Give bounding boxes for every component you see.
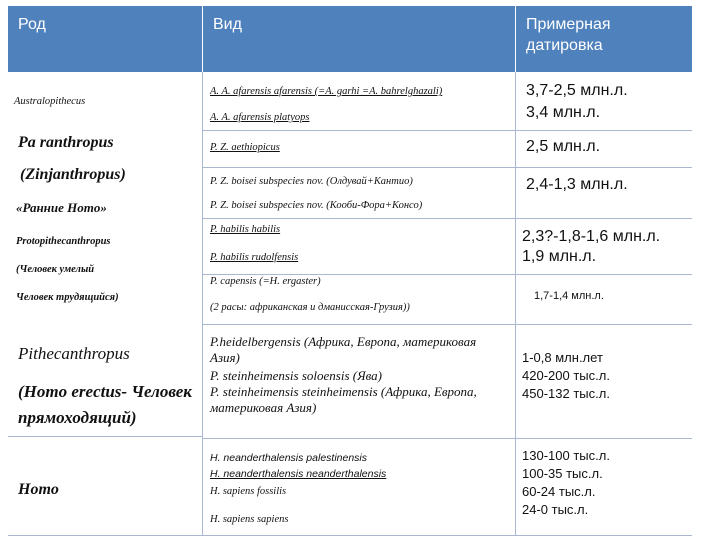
genus-homo: Homo — [18, 481, 59, 498]
genus-zinjanthropus: (Zinjanthropus) — [20, 166, 126, 183]
date-neanderthalensis: 100-35 тыс.л. — [522, 466, 603, 481]
species-capensis-races: (2 расы: африканская и дманисская-Грузия)) — [210, 302, 410, 313]
species-aethiopicus: P. Z. aethiopicus — [210, 142, 280, 153]
species-soloensis: P. steinheimensis soloensis (Ява) — [210, 368, 383, 383]
divider — [203, 438, 692, 439]
date-afarensis: 3,7-2,5 млн.л. — [526, 82, 628, 99]
species-boisei-olduvai: P. Z. boisei subspecies nov. (Олдувай+Кантио) — [210, 176, 413, 187]
header-genus-label: Род — [18, 16, 46, 33]
header-dating — [516, 6, 692, 72]
genus-upright-note: прямоходящий) — [18, 408, 137, 427]
species-sapiens-sapiens: H. sapiens sapiens — [210, 514, 289, 525]
date-heidelbergensis: 1-0,8 млн.лет — [522, 350, 603, 365]
date-steinheimensis: 450-132 тыс.л. — [522, 386, 610, 401]
divider — [203, 324, 692, 325]
divider — [203, 218, 515, 219]
species-afarensis: A. A. afarensis afarensis (=A. garhi =A. bahrelghazali) — [210, 86, 443, 97]
date-aethiopicus: 2,5 млн.л. — [526, 138, 601, 155]
date-sapiens-sapiens: 24-0 тыс.л. — [522, 502, 589, 517]
header-species — [203, 6, 515, 72]
species-neanderthalensis: H. neanderthalensis neanderthalensis — [210, 468, 387, 480]
divider — [8, 535, 692, 536]
species-platyops: A. A. afarensis platyops — [210, 112, 310, 123]
date-rudolfensis: 1,9 млн.л. — [522, 248, 597, 265]
species-steinheimensis-cont: материковая Азия) — [210, 400, 317, 415]
genus-homo-habilis-note: (Человек умелый — [16, 264, 95, 275]
genus-protopithecanthropus: Protopithecanthropus — [16, 236, 111, 247]
genus-early-homo: «Ранние Homo» — [16, 200, 107, 215]
genus-working-man-note: Человек трудящийся) — [16, 292, 119, 303]
date-platyops: 3,4 млн.л. — [526, 104, 601, 121]
date-capensis: 1,7-1,4 млн.л. — [534, 290, 604, 302]
species-boisei-koobi-fora: P. Z. boisei subspecies nov. (Кооби-Фора+Консо) — [210, 200, 423, 211]
genus-australopithecus: Australopithecus — [14, 96, 86, 107]
species-heidelbergensis-cont: Азия) — [210, 350, 240, 365]
genus-homo-erectus-note: (Homo erectus- Человек — [18, 382, 192, 401]
header-genus — [8, 6, 202, 72]
species-capensis: P. capensis (=H. ergaster) — [210, 276, 321, 287]
header-dating-label: Примерная датировка — [526, 16, 611, 54]
divider — [8, 436, 202, 437]
divider — [203, 130, 692, 131]
species-sapiens-fossilis: H. sapiens fossilis — [210, 486, 287, 497]
divider — [203, 167, 692, 168]
species-rudolfensis: P. habilis rudolfensis — [210, 252, 299, 263]
date-soloensis: 420-200 тыс.л. — [522, 368, 610, 383]
date-habilis: 2,3?-1,8-1,6 млн.л. — [522, 228, 661, 245]
date-boisei: 2,4-1,3 млн.л. — [526, 176, 628, 193]
species-habilis: P. habilis habilis — [210, 224, 281, 235]
species-palestinensis: H. neanderthalensis palestinensis — [210, 452, 368, 464]
divider — [515, 72, 516, 536]
genus-paranthropus: Pa ranthropus — [18, 134, 114, 151]
header-species-label: Вид — [213, 16, 242, 33]
divider — [515, 218, 692, 219]
date-palestinensis: 130-100 тыс.л. — [522, 448, 610, 463]
date-sapiens-fossilis: 60-24 тыс.л. — [522, 484, 596, 499]
genus-pithecanthropus: Pithecanthropus — [18, 344, 130, 363]
divider — [203, 274, 692, 275]
species-heidelbergensis: P.heidelbergensis (Африка, Европа, материковая — [210, 334, 477, 349]
divider — [202, 72, 203, 536]
classification-table — [8, 6, 692, 536]
species-steinheimensis: P. steinheimensis steinheimensis (Африка, Европа, — [210, 384, 477, 399]
